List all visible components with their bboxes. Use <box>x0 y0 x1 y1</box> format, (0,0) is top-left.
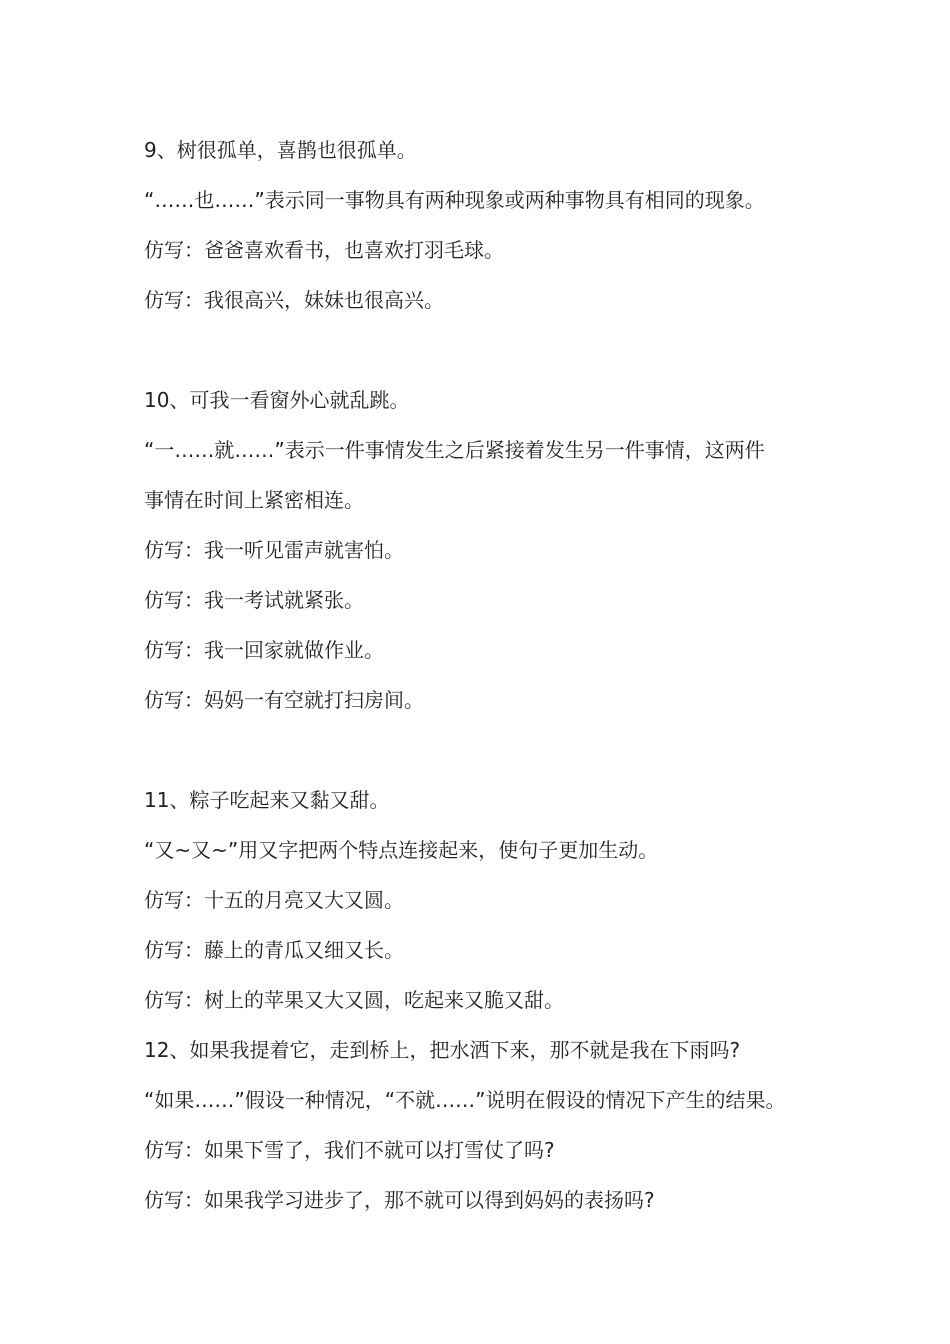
example-sentence: 仿写：我一考试就紧张。 <box>144 588 364 612</box>
section-heading: 10、可我一看窗外心就乱跳。 <box>144 388 410 412</box>
example-sentence: 仿写：如果我学习进步了，那不就可以得到妈妈的表扬吗? <box>144 1188 655 1212</box>
section-explanation: “如果……”假设一种情况，“不就……”说明在假设的情况下产生的结果。 <box>144 1088 786 1112</box>
section-explanation: “……也……”表示同一事物具有两种现象或两种事物具有相同的现象。 <box>144 188 765 212</box>
section-spacer <box>144 325 814 375</box>
section-10 <box>144 375 814 725</box>
example-sentence: 仿写：爸爸喜欢看书，也喜欢打羽毛球。 <box>144 238 504 262</box>
section-9 <box>144 125 814 325</box>
example-sentence: 仿写：树上的苹果又大又圆，吃起来又脆又甜。 <box>144 988 564 1012</box>
section-heading: 9、树很孤单，喜鹊也很孤单。 <box>144 138 417 162</box>
example-sentence: 仿写：我一听见雷声就害怕。 <box>144 538 404 562</box>
example-sentence: 仿写：如果下雪了，我们不就可以打雪仗了吗? <box>144 1138 555 1162</box>
example-sentence: 仿写：十五的月亮又大又圆。 <box>144 888 404 912</box>
section-12 <box>144 1025 814 1225</box>
section-heading: 12、如果我提着它，走到桥上，把水洒下来，那不就是我在下雨吗? <box>144 1038 741 1062</box>
section-11 <box>144 775 814 1025</box>
section-explanation: “一……就……”表示一件事情发生之后紧接着发生另一件事情，这两件 <box>144 438 765 462</box>
section-explanation-continued: 事情在时间上紧密相连。 <box>144 488 364 512</box>
example-sentence: 仿写：我一回家就做作业。 <box>144 638 384 662</box>
document-content <box>144 125 814 1225</box>
example-sentence: 仿写：藤上的青瓜又细又长。 <box>144 938 404 962</box>
example-sentence: 仿写：我很高兴，妹妹也很高兴。 <box>144 288 444 312</box>
section-spacer <box>144 725 814 775</box>
section-heading: 11、粽子吃起来又黏又甜。 <box>144 788 390 812</box>
section-explanation: “又~又~”用又字把两个特点连接起来，使句子更加生动。 <box>144 838 659 862</box>
example-sentence: 仿写：妈妈一有空就打扫房间。 <box>144 688 424 712</box>
